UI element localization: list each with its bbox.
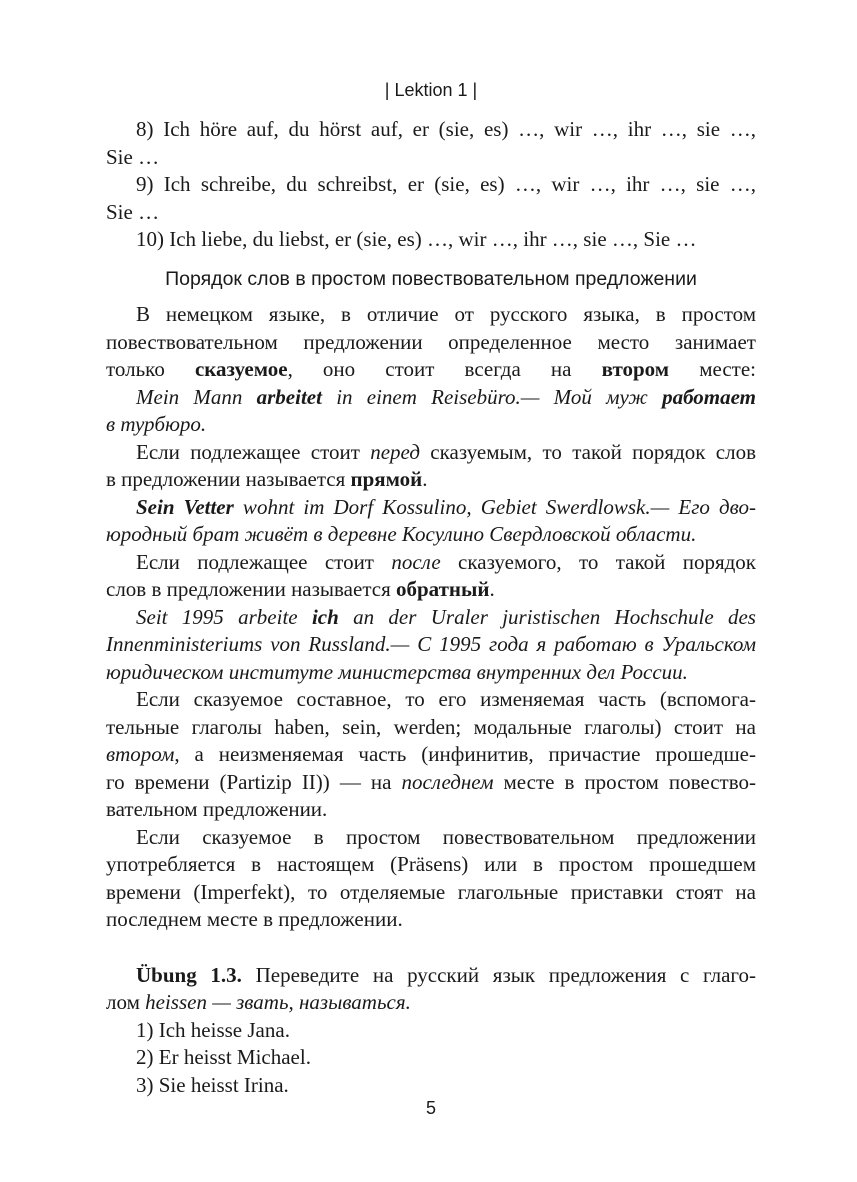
page-number: 5 — [425, 1098, 436, 1118]
text-segment: юродный брат живёт в деревне Косулино Свердловской области. — [106, 522, 697, 546]
text-segment: В немецком языке, в отличие от русского языка, в простом — [136, 302, 756, 326]
text-segment: Sie … — [106, 145, 160, 169]
text-segment: 2) Er heisst Michael. — [136, 1045, 311, 1069]
text-line — [106, 143, 756, 171]
text-segment: , а неизменяемая часть (инфинитив, причастие прошедше- — [174, 742, 756, 766]
text-segment: Innenministeriums von Russland.— С 1995 года я работаю в Уральском — [106, 632, 756, 656]
text-segment: ich — [311, 605, 339, 629]
text-segment: 9) Ich schreibe, du schreibst, er (sie, es) …, wir …, ihr …, sie …, — [136, 172, 756, 196]
text-segment: перед — [370, 440, 420, 464]
text-segment: сказуемого, то такой порядок — [440, 550, 757, 574]
text-line — [106, 300, 756, 328]
text-segment: в предложении называется — [106, 467, 351, 491]
text-segment: употребляется в настоящем (Präsens) или в простом прошедшем — [106, 852, 756, 876]
text-segment: лом — [106, 990, 146, 1014]
text-segment: юридическом институте министерства внутренних дел России. — [106, 660, 688, 684]
text-line — [106, 850, 756, 878]
text-line — [106, 658, 756, 686]
text-segment: только — [106, 357, 195, 381]
text-segment: последнем — [401, 770, 494, 794]
exercise-item — [106, 1071, 756, 1099]
text-segment: wohnt im Dorf Kossulino, Gebiet Swerdlowsk.— Его дво- — [233, 495, 756, 519]
text-segment: втором — [106, 742, 175, 766]
text-segment: Переведите на русский язык предложения с глаго- — [241, 963, 756, 987]
text-segment: Если сказуемое составное, то его изменяемая часть (вспомога- — [136, 687, 756, 711]
text-line — [106, 575, 756, 603]
text-segment: вательном предложении. — [106, 797, 328, 821]
text-segment: после — [391, 550, 441, 574]
text-segment: Если подлежащее стоит — [136, 440, 371, 464]
text-segment: 10) Ich liebe, du liebst, er (sie, es) …, wir …, ihr …, sie …, Sie … — [136, 227, 697, 251]
section-heading: Порядок слов в простом повествовательном предложении — [165, 268, 697, 290]
text-line — [106, 225, 756, 253]
text-line — [106, 630, 756, 658]
exercise-item — [106, 1043, 756, 1071]
exercise-item — [106, 1016, 756, 1044]
text-segment: Sie … — [106, 200, 160, 224]
text-line — [106, 438, 756, 466]
text-line — [106, 548, 756, 576]
text-line — [106, 115, 756, 143]
text-segment: Mein Mann — [136, 385, 257, 409]
text-line — [106, 768, 756, 796]
text-line — [106, 383, 756, 411]
exercise-title-line — [106, 961, 756, 989]
text-segment: 8) Ich höre auf, du hörst auf, er (sie, es) …, wir …, ihr …, sie …, — [136, 117, 756, 141]
text-segment: сказуемым, то такой порядок слов — [419, 440, 756, 464]
text-segment: , оно стоит всегда на — [287, 357, 602, 381]
text-segment: in einem Reisebüro.— Мой муж — [321, 385, 663, 409]
text-line — [106, 170, 756, 198]
text-segment: . — [489, 577, 495, 601]
running-header: | Lektion 1 | — [384, 80, 478, 100]
text-segment: Если подлежащее стоит — [136, 550, 392, 574]
text-segment: Seit 1995 arbeite — [136, 605, 312, 629]
text-segment: 3) Sie heisst Irina. — [136, 1073, 289, 1097]
text-segment: месте: — [669, 357, 756, 381]
text-line — [106, 328, 756, 356]
text-line — [106, 878, 756, 906]
text-line — [106, 198, 756, 226]
text-segment: . — [422, 467, 428, 491]
text-segment: последнем месте в предложении. — [106, 907, 403, 931]
text-segment: 1) Ich heisse Jana. — [136, 1018, 290, 1042]
text-segment: в турбюро. — [106, 412, 207, 436]
text-segment: обратный — [395, 577, 490, 601]
text-line — [106, 685, 756, 713]
text-segment: Sein Vetter — [136, 495, 234, 519]
text-line — [106, 493, 756, 521]
text-line — [106, 988, 756, 1016]
text-segment: го времени (Partizip II)) — на — [106, 770, 402, 794]
text-segment: an der Uraler juristischen Hochschule des — [338, 605, 756, 629]
text-line — [106, 465, 756, 493]
text-segment: втором — [601, 357, 670, 381]
text-line — [106, 713, 756, 741]
text-segment: Übung 1.3. — [136, 963, 242, 987]
text-line — [106, 795, 756, 823]
text-line — [106, 603, 756, 631]
text-line — [106, 355, 756, 383]
text-segment: слов в предложении называется — [106, 577, 396, 601]
text-line — [106, 410, 756, 438]
text-segment: тельные глаголы haben, sein, werden; модальные глаголы) стоит на — [106, 715, 756, 739]
text-segment: повествовательном предложении определенное место занимает — [106, 330, 756, 354]
text-segment: времени (Imperfekt), то отделяемые глагольные приставки стоят на — [106, 880, 756, 904]
text-line — [106, 905, 756, 933]
text-line — [106, 740, 756, 768]
text-segment: arbeitet — [256, 385, 322, 409]
text-segment: Если сказуемое в простом повествовательном предложении — [136, 825, 756, 849]
text-line — [106, 520, 756, 548]
text-segment: сказуемое — [194, 357, 288, 381]
text-segment: работает — [662, 385, 756, 409]
text-segment: прямой — [350, 467, 423, 491]
text-segment: heissen — звать, называться. — [145, 990, 411, 1014]
text-segment: месте в простом повество- — [493, 770, 756, 794]
text-line — [106, 823, 756, 851]
